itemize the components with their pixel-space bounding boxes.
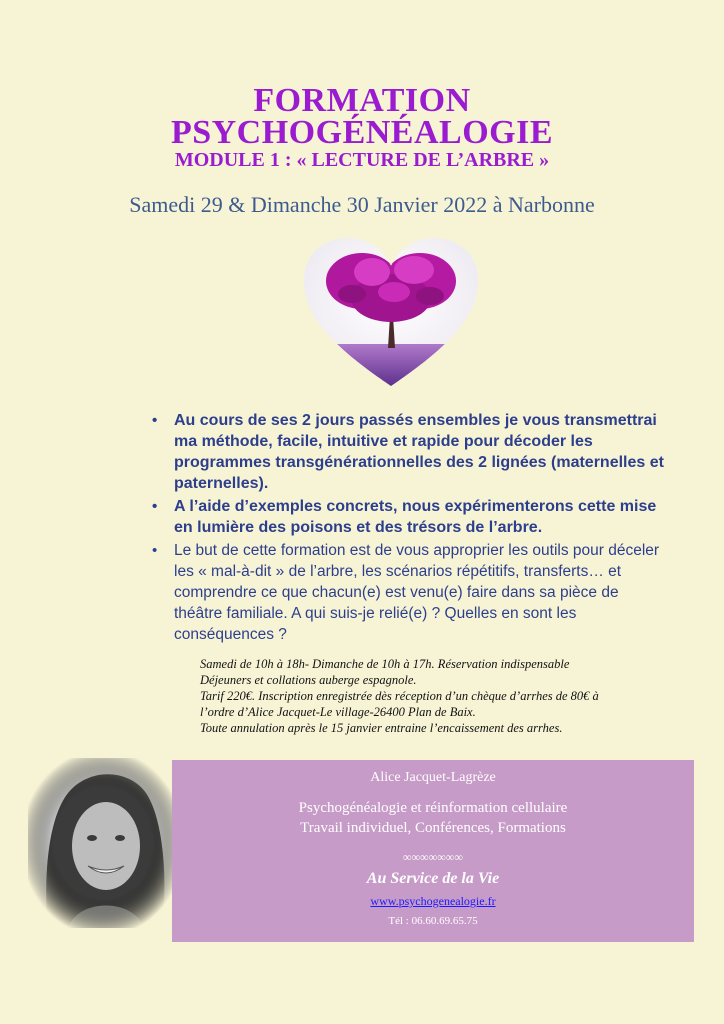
decorative-separator: ∞∞∞∞∞∞∞ <box>403 850 463 864</box>
practical-details <box>200 656 670 736</box>
contact-services: Travail individuel, Conférences, Formations <box>300 820 566 836</box>
bullet-icon: • <box>152 498 158 515</box>
contact-name: Alice Jacquet-Lagrèze <box>370 770 496 785</box>
list-item: • Au cours de ses 2 jours passés ensembles je vous transmettrai ma méthode, facile, intuitive et rapide pour décoder les programmes transgénérationnelles des 2 lignées (maternelles et paternelles). <box>152 412 664 492</box>
list-item: • A l’aide d’exemples concrets, nous expérimenterons cette mise en lumière des poisons et des trésors de l’arbre. <box>152 498 657 536</box>
details-line: Samedi de 10h à 18h- Dimanche de 10h à 17h. Réservation indispensable <box>200 657 570 671</box>
website-link[interactable]: www.psychogenealogie.fr <box>370 894 496 908</box>
contact-specialty: Psychogénéalogie et réinformation cellulaire <box>298 800 568 816</box>
bullet-icon: • <box>152 412 158 429</box>
contact-phone: Tél : 06.60.69.65.75 <box>388 915 478 927</box>
portrait-photo <box>28 758 178 928</box>
details-line: l’ordre d’Alice Jacquet-Le village-26400 Plan de Baix. <box>200 705 476 719</box>
title-formation: FORMATION <box>253 82 471 119</box>
contact-motto: Au Service de la Vie <box>366 870 500 887</box>
module-subtitle: MODULE 1 : « LECTURE DE L’ARBRE » <box>174 149 550 171</box>
event-dates: Samedi 29 & Dimanche 30 Janvier 2022 à Narbonne <box>129 192 595 217</box>
list-item: • Le but de cette formation est de vous approprier les outils pour déceler les « mal-à-dit » de l’arbre, les scénarios répétitifs, transferts… et comprendre ce que chacun(e) est venu(e) faire dans sa pièce de théâtre familiale. A qui suis-je relié(e) ? Quelles en sont les conséquences ? <box>152 542 660 643</box>
bullet-icon: • <box>152 542 158 559</box>
bullet-list <box>148 410 668 645</box>
website-link-container <box>172 894 694 909</box>
heart-tree-image <box>302 236 480 388</box>
contact-box <box>172 760 694 942</box>
title-psychogenealogie: PSYCHOGÉNÉALOGIE <box>170 114 554 151</box>
details-line: Toute annulation après le 15 janvier entraine l’encaissement des arrhes. <box>200 721 563 735</box>
details-line: Tarif 220€. Inscription enregistrée dès réception d’un chèque d’arrhes de 80€ à <box>200 689 599 703</box>
details-line: Déjeuners et collations auberge espagnole. <box>200 673 417 687</box>
